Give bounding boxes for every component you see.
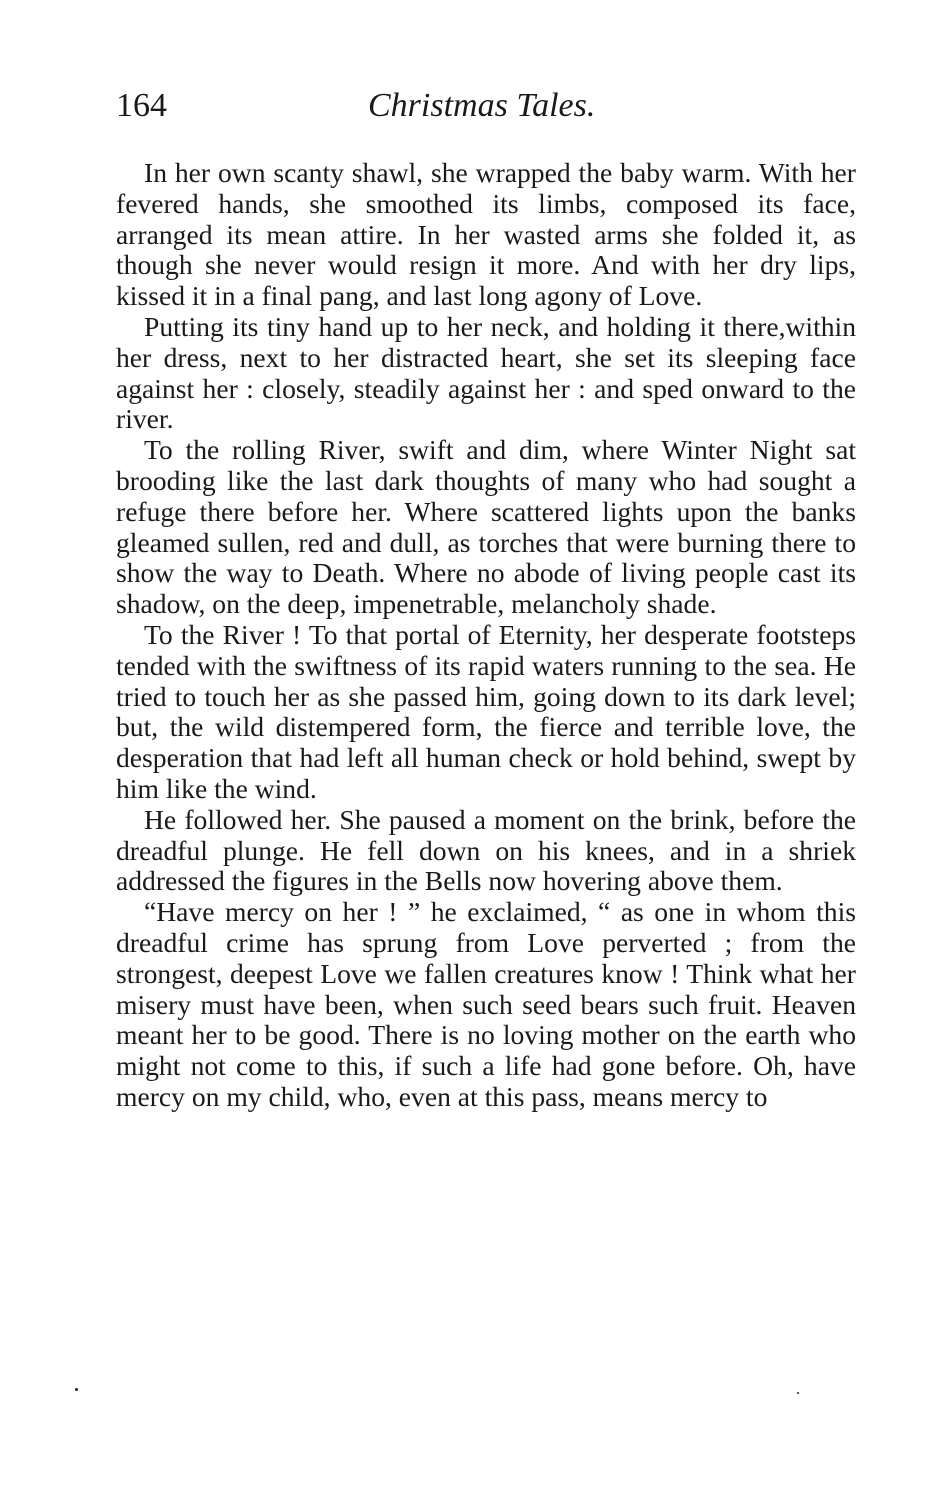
paragraph: Putting its tiny hand up to her neck, and holding it there,within her dress, next to her distracted heart, she set its sleeping face against her : closely, steadily against her : and sped onward to the river.: [116, 310, 856, 435]
page-header: [116, 86, 856, 130]
body-text: [116, 158, 856, 1113]
paragraph: To the River ! To that portal of Eternity, her desperate footsteps tended with the swiftness of its rapid waters running to the sea. He tried to touch her as she passed him, going down to its dark level; but, the wild distempered form, the fierce and terrible love, the desperation that had left all human check or hold behind, swept by him like the wind.: [116, 618, 856, 804]
page-number: 164: [116, 87, 167, 124]
paragraph: “Have mercy on her ! ” he exclaimed, “ as one in whom this dreadful crime has sprung from Love perverted ; from the strongest, deepest Love we fallen creatures know ! Think what her misery must have been, when such seed bears such fruit. Heaven meant her to be good. There is no loving mother on the earth who might not come to this, if such a life had gone before. Oh, have mercy on my child, who, even at this pass, means mercy to: [116, 896, 856, 1112]
paragraph: He followed her. She paused a moment on the brink, before the dreadful plunge. He fell down on his knees, and in a shriek addressed the figures in the Bells now hovering above them.: [116, 803, 856, 897]
paragraph: To the rolling River, swift and dim, where Winter Night sat brooding like the last dark thoughts of many who had sought a refuge there before her. Where scattered lights upon the banks gleamed sullen, red and dull, as torches that were burning there to show the way to Death. Where no abode of living people cast its shadow, on the deep, impenetrable, melancholy shade.: [116, 434, 856, 620]
running-title: Christmas Tales.: [368, 87, 596, 124]
print-speck: [75, 1388, 78, 1391]
print-speck: [797, 1392, 799, 1394]
paragraph: In her own scanty shawl, she wrapped the baby warm. With her fevered hands, she smoothed its limbs, composed its face, arranged its mean attire. In her wasted arms she folded it, as though she never would resign it more. And with her dry lips, kissed it in a final pang, and last long agony of Love.: [116, 157, 856, 312]
